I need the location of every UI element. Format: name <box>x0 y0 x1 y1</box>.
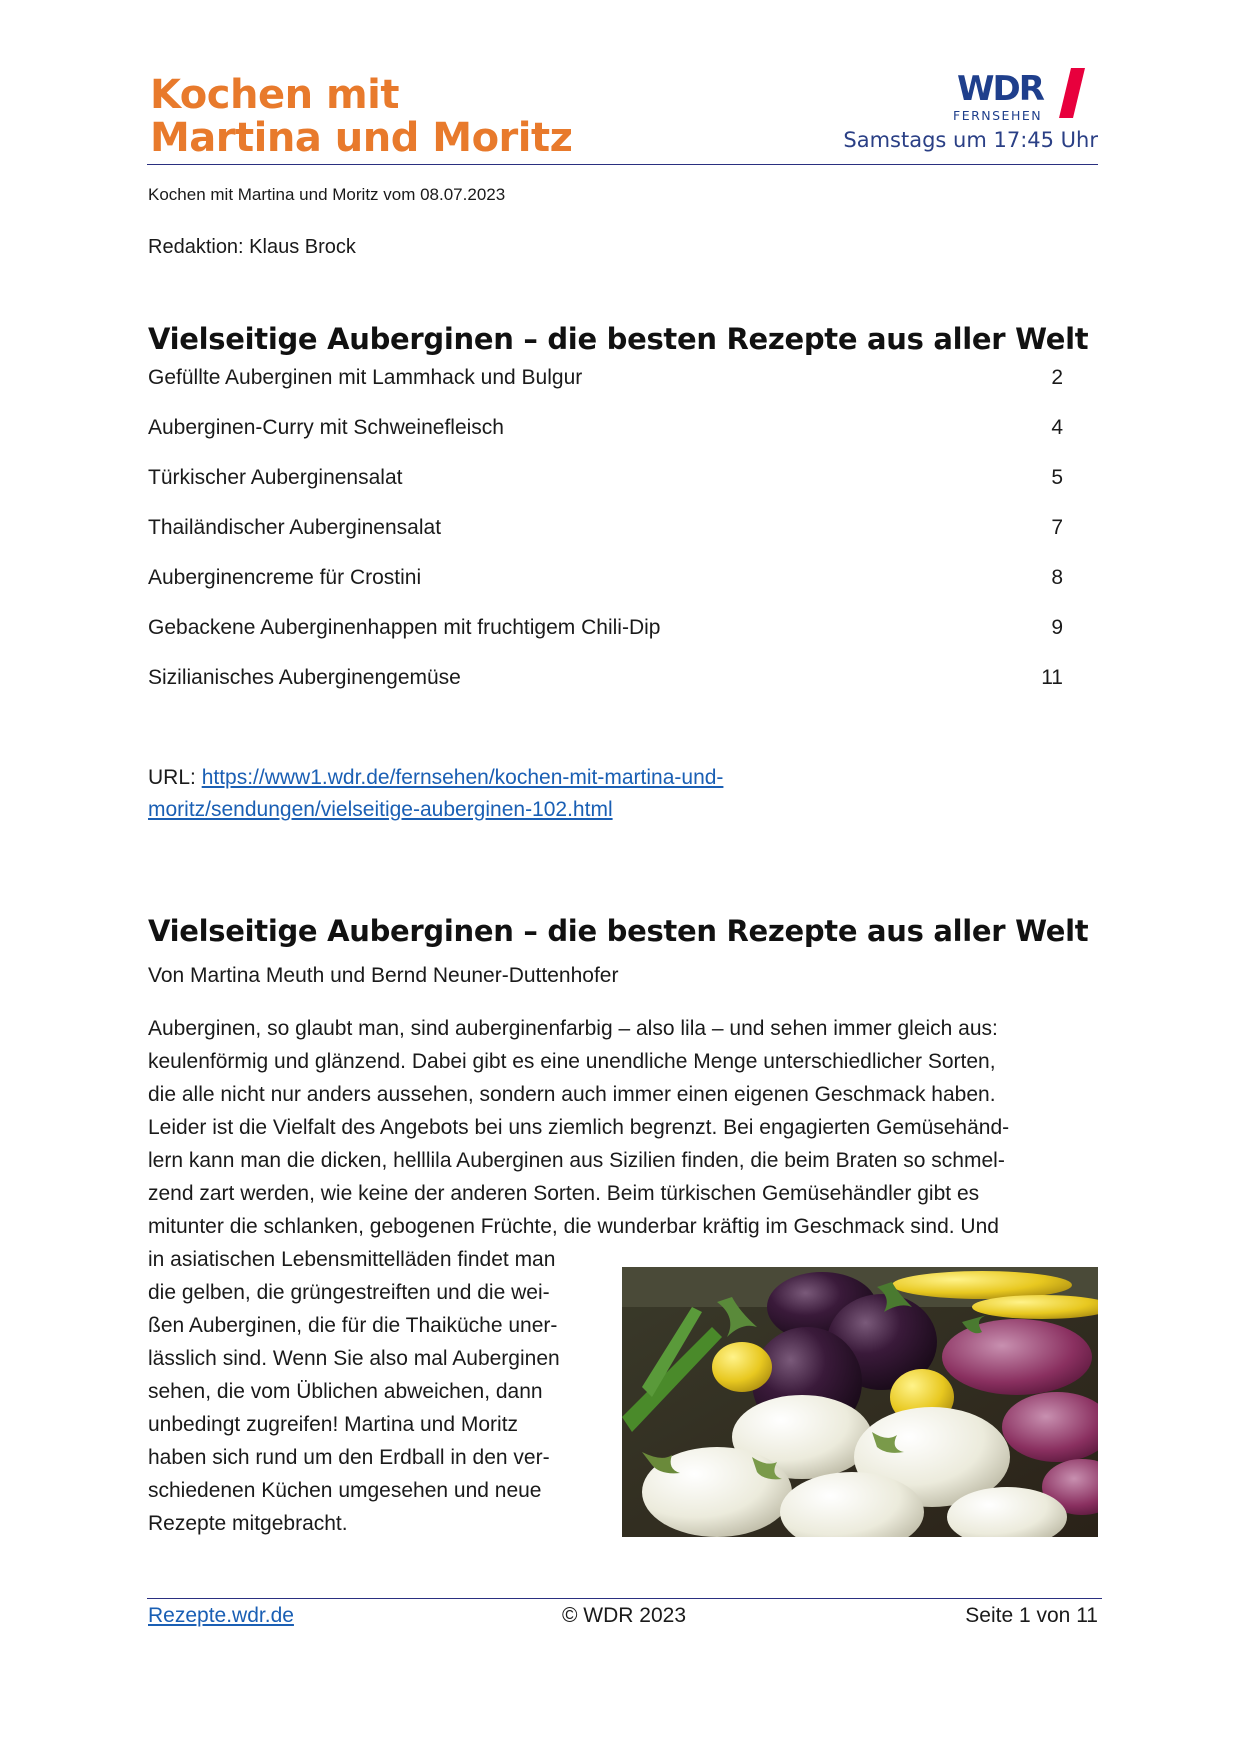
toc-entry <box>148 416 1063 466</box>
toc-entry-title: Gefüllte Auberginen mit Lammhack und Bulgur <box>148 366 583 389</box>
footer-divider <box>147 1598 1102 1599</box>
header-divider <box>147 164 1098 165</box>
toc-entry-title: Sizilianisches Auberginengemüse <box>148 666 461 689</box>
article-url-line-1: https://www1.wdr.de/fernsehen/kochen-mit-martina-und- <box>201 766 724 789</box>
toc-entry <box>148 566 1063 616</box>
intro-line: keulenförmig und glänzend. Dabei gibt es eine unendliche Menge unterschiedlicher Sorten, <box>148 1050 996 1073</box>
toc-entry-page: 5 <box>1051 466 1063 489</box>
toc-entry-title: Türkischer Auberginensalat <box>148 466 403 489</box>
rezepte-link[interactable]: Rezepte.wdr.de <box>148 1604 294 1627</box>
intro-line: Rezepte mitgebracht. <box>148 1512 348 1535</box>
intro-line: die gelben, die grüngestreiften und die wei- <box>148 1281 550 1304</box>
toc-entry <box>148 666 1063 716</box>
article-heading: Vielseitige Auberginen – die besten Rezepte aus aller Welt <box>148 914 1089 948</box>
toc-entry-page: 9 <box>1051 616 1063 639</box>
wdr-logo-slash-icon <box>1059 68 1085 118</box>
toc-entry <box>148 516 1063 566</box>
broadcast-schedule: Samstags um 17:45 Uhr <box>843 128 1098 152</box>
intro-line: lässlich sind. Wenn Sie also mal Auberginen <box>148 1347 560 1370</box>
intro-line: Auberginen, so glaubt man, sind auberginenfarbig – also lila – und sehen immer gleich aus: <box>148 1017 998 1040</box>
intro-line: unbedingt zugreifen! Martina und Moritz <box>148 1413 519 1436</box>
url-label: URL: <box>148 766 202 789</box>
page-footer <box>148 1604 1098 1628</box>
episode-date-line: Kochen mit Martina und Moritz vom 08.07.2023 <box>148 185 506 204</box>
intro-line: lern kann man die dicken, helllila Auberginen aus Sizilien finden, die beim Braten so schmel- <box>148 1149 1005 1172</box>
toc-entry <box>148 366 1063 416</box>
toc-heading: Vielseitige Auberginen – die besten Rezepte aus aller Welt <box>148 322 1089 356</box>
toc-entry-page: 7 <box>1051 516 1063 539</box>
intro-line: ßen Auberginen, die für die Thaiküche uner- <box>148 1314 558 1337</box>
eggplants-photo <box>622 1267 1098 1537</box>
url-block <box>148 762 848 826</box>
toc-entry-page: 2 <box>1051 366 1063 389</box>
intro-line: mitunter die schlanken, gebogenen Früchte, die wunderbar kräftig im Geschmack sind. Und <box>148 1215 999 1238</box>
intro-line: zend zart werden, wie keine der anderen Sorten. Beim türkischen Gemüsehändler gibt es <box>148 1182 980 1205</box>
article-url-line-2: moritz/sendungen/vielseitige-auberginen-102.html <box>148 798 613 821</box>
intro-line: Leider ist die Vielfalt des Angebots bei uns ziemlich begrenzt. Bei engagierten Gemüsehänd- <box>148 1116 1010 1139</box>
wdr-logo-word: WDR <box>957 69 1043 109</box>
toc-entry-page: 8 <box>1051 566 1063 589</box>
toc-entry-title: Gebackene Auberginenhappen mit fruchtigem Chili-Dip <box>148 616 661 639</box>
show-title-line-2: Martina und Moritz <box>150 115 573 161</box>
table-of-contents <box>148 366 1063 716</box>
intro-paragraph <box>148 1012 1098 1243</box>
page-number: Seite 1 von 11 <box>965 1604 1098 1627</box>
intro-paragraph-continued <box>148 1243 608 1540</box>
editor-line: Redaktion: Klaus Brock <box>148 236 356 258</box>
toc-entry <box>148 466 1063 516</box>
intro-line: die alle nicht nur anders aussehen, sondern auch immer einen eigenen Geschmack haben. <box>148 1083 996 1106</box>
article-url-link[interactable] <box>148 766 723 821</box>
article-byline: Von Martina Meuth und Bernd Neuner-Duttenhofer <box>148 964 619 987</box>
wdr-fernsehen-logo <box>953 68 1103 126</box>
toc-entry <box>148 616 1063 666</box>
intro-line: schiedenen Küchen umgesehen und neue <box>148 1479 542 1502</box>
intro-line: in asiatischen Lebensmittelläden findet man <box>148 1248 556 1271</box>
wdr-logo-subtitle: FERNSEHEN <box>953 108 1043 123</box>
toc-entry-page: 4 <box>1051 416 1063 439</box>
intro-line: sehen, die vom Üblichen abweichen, dann <box>148 1380 543 1403</box>
toc-entry-title: Auberginen-Curry mit Schweinefleisch <box>148 416 504 439</box>
toc-entry-page: 11 <box>1041 666 1063 689</box>
show-title <box>150 74 572 160</box>
show-title-line-1: Kochen mit <box>150 72 400 118</box>
intro-line: haben sich rund um den Erdball in den ver- <box>148 1446 550 1469</box>
copyright-notice: © WDR 2023 <box>562 1604 687 1627</box>
toc-entry-title: Thailändischer Auberginensalat <box>148 516 442 539</box>
toc-entry-title: Auberginencreme für Crostini <box>148 566 422 589</box>
